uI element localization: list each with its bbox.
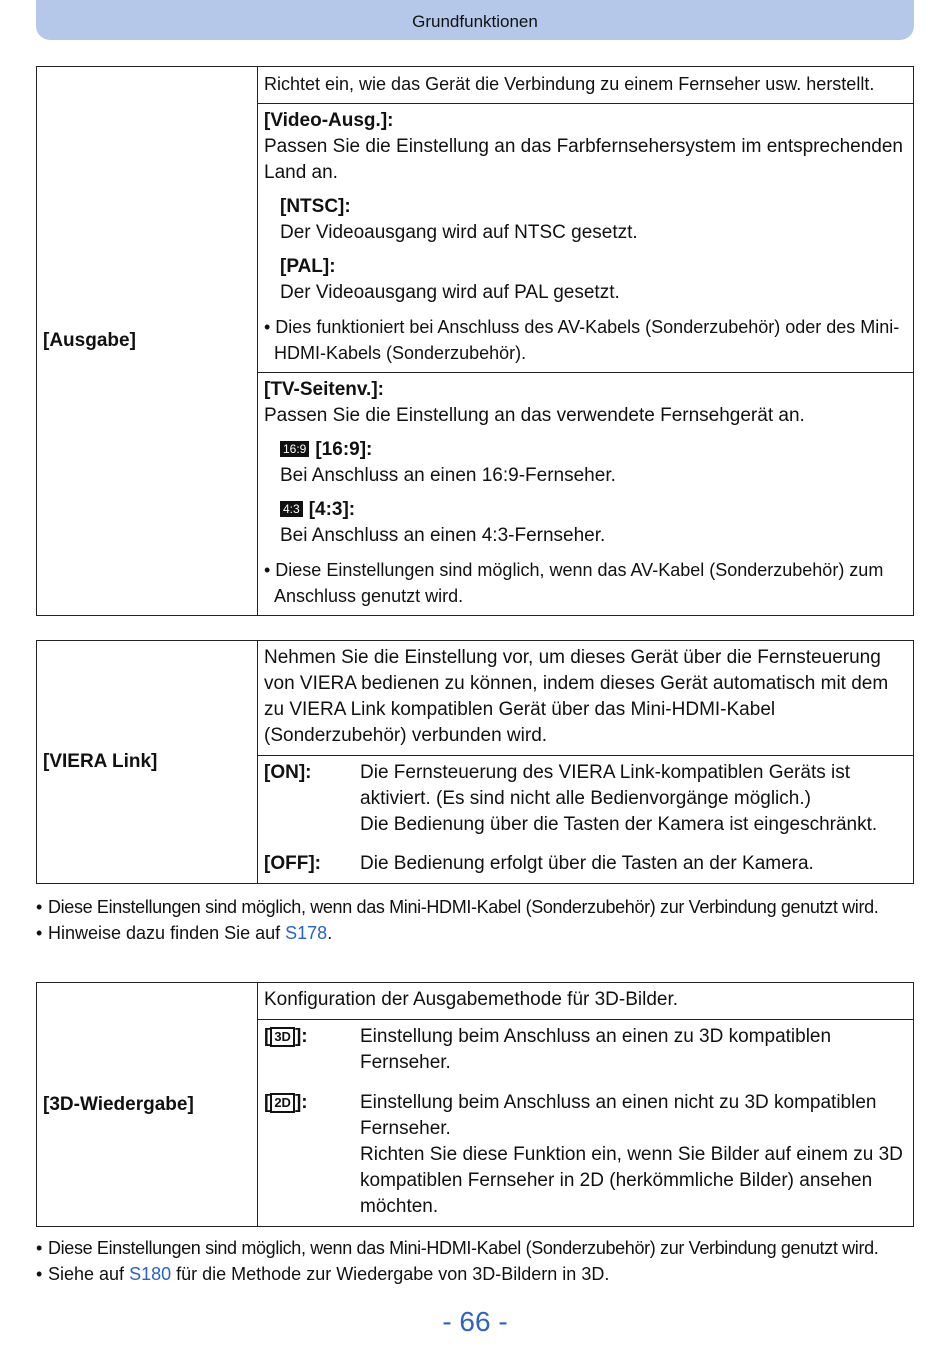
viera-on-key: [ON]: <box>264 762 312 783</box>
viera-link-intro: Nehmen Sie die Einstellung vor, um dieses Gerät über die Fernsteuerung von VIERA bedienen zu können, indem dieses Gerät automatisch mit dem zu VIERA Link kompatiblen Gerät über das Mini-HDMI-Kabel (Sonderzubehör) verbunden wird. <box>264 647 889 746</box>
aspect-4-3-desc: Bei Anschluss an einen 4:3-Fernseher. <box>280 525 606 546</box>
ausgabe-intro: Richtet ein, wie das Gerät die Verbindung zu einem Fernseher usw. herstellt. <box>264 74 875 94</box>
3d-option-key: [ 3D ]: <box>264 1026 308 1047</box>
tv-aspect-note: • Diese Einstellungen sind möglich, wenn das AV-Kabel (Sonderzubehör) zum Anschluss genutzt wird. <box>264 560 884 606</box>
aspect-16-9-title: [16:9]: <box>315 439 373 460</box>
3d-option-value: Einstellung beim Anschluss an einen zu 3D kompatiblen Fernseher. <box>360 1026 832 1073</box>
page-link-s178[interactable]: S178 <box>285 923 328 943</box>
ntsc-title: [NTSC]: <box>280 196 351 217</box>
viera-link-label: [VIERA Link] <box>37 641 258 884</box>
viera-off-key: [OFF]: <box>264 853 321 874</box>
3d-playback-intro: Konfiguration der Ausgabemethode für 3D-Bilder. <box>264 989 679 1010</box>
2d-option-value: Einstellung beim Anschluss an einen nicht zu 3D kompatiblen Fernseher. <box>360 1092 877 1139</box>
viera-note-2: • Hinweise dazu finden Sie auf S178. <box>36 923 333 943</box>
aspect-4-3-row <box>264 497 907 523</box>
3d-note-1: • Diese Einstellungen sind möglich, wenn das Mini-HDMI-Kabel (Sonderzubehör) zur Verbindung genutzt wird. <box>36 1238 879 1258</box>
tv-aspect-section <box>258 373 913 615</box>
viera-note-1: • Diese Einstellungen sind möglich, wenn das Mini-HDMI-Kabel (Sonderzubehör) zur Verbindung genutzt wird. <box>36 897 879 917</box>
tv-aspect-desc: Passen Sie die Einstellung an das verwendete Fernsehgerät an. <box>264 405 805 426</box>
2d-option-key: [ 2D ]: <box>264 1092 308 1113</box>
3d-note-2: • Siehe auf S180 für die Methode zur Wiedergabe von 3D-Bildern in 3D. <box>36 1264 610 1284</box>
2d-icon: 2D <box>270 1093 295 1113</box>
viera-note-1-text: Diese Einstellungen sind möglich, wenn das Mini-HDMI-Kabel (Sonderzubehör) zur Verbindung genutzt wird. <box>48 897 879 917</box>
video-output-note: • Dies funktioniert bei Anschluss des AV-Kabels (Sonderzubehör) oder des Mini-HDMI-Kabels (Sonderzubehör). <box>264 317 900 363</box>
aspect-4-3-title: [4:3]: <box>308 499 356 520</box>
tv-aspect-title: [TV-Seitenv.]: <box>264 379 384 400</box>
viera-note-2-text: Hinweise dazu finden Sie auf <box>48 923 286 943</box>
aspect-16-9-row <box>264 437 907 463</box>
3d-playback-options <box>258 1020 913 1226</box>
ausgabe-label: [Ausgabe] <box>37 67 258 616</box>
viera-link-options <box>258 756 913 883</box>
pal-title: [PAL]: <box>280 256 336 277</box>
2d-option-row <box>264 1090 907 1220</box>
page-number: - 66 - <box>442 1306 508 1337</box>
2d-option-value-2: Richten Sie diese Funktion ein, wenn Sie Bilder auf einem zu 3D kompatiblen Fernseher in 2D (herkömmliche Bilder) ansehen möchten. <box>360 1144 903 1217</box>
viera-on-row <box>264 760 907 838</box>
section-title: Grundfunktionen <box>412 12 538 31</box>
section-header <box>36 0 914 40</box>
3d-note-1-text: Diese Einstellungen sind möglich, wenn das Mini-HDMI-Kabel (Sonderzubehör) zur Verbindung genutzt wird. <box>48 1238 879 1258</box>
video-output-desc: Passen Sie die Einstellung an das Farbfernsehersystem im entsprechenden Land an. <box>264 136 903 183</box>
video-output-section <box>258 104 913 372</box>
3d-note-2-end: für die Methode zur Wiedergabe von 3D-Bildern in 3D. <box>171 1264 610 1284</box>
viera-on-value-2: Die Bedienung über die Tasten der Kamera ist eingeschränkt. <box>360 814 878 835</box>
3d-icon: 3D <box>270 1027 295 1047</box>
viera-on-value: Die Fernsteuerung des VIERA Link-kompatiblen Geräts ist aktiviert. (Es sind nicht alle Bedienvorgänge möglich.) <box>360 762 851 809</box>
viera-link-table <box>36 640 914 884</box>
video-output-title: [Video-Ausg.]: <box>264 110 394 131</box>
pal-desc: Der Videoausgang wird auf PAL gesetzt. <box>280 282 620 303</box>
aspect-16-9-icon: 16:9 <box>280 441 309 457</box>
page-link-s180[interactable]: S180 <box>129 1264 172 1284</box>
aspect-16-9-desc: Bei Anschluss an einen 16:9-Fernseher. <box>280 465 616 486</box>
ausgabe-table <box>36 66 914 616</box>
aspect-4-3-icon: 4:3 <box>280 501 303 517</box>
ntsc-desc: Der Videoausgang wird auf NTSC gesetzt. <box>280 222 638 243</box>
viera-off-row <box>264 851 907 877</box>
viera-off-value: Die Bedienung erfolgt über die Tasten an der Kamera. <box>360 853 814 874</box>
3d-playback-label: [3D-Wiedergabe] <box>37 983 258 1227</box>
3d-playback-table <box>36 982 914 1227</box>
viera-note-2-end: . <box>327 923 333 943</box>
3d-note-2-text: Siehe auf <box>48 1264 130 1284</box>
3d-option-row <box>264 1024 907 1076</box>
